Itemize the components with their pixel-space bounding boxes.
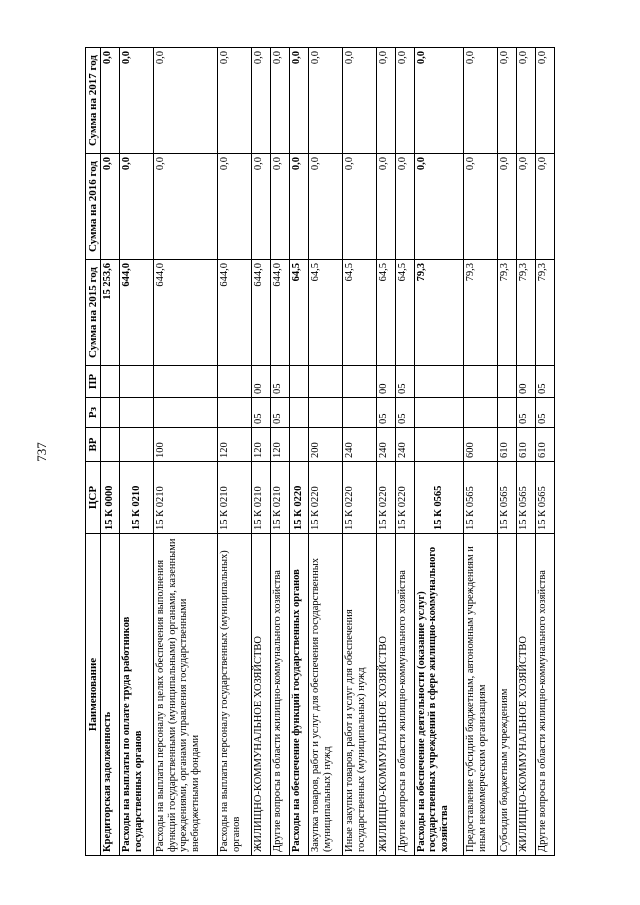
header-sum-2017: Сумма на 2017 год	[86, 48, 101, 154]
table-row	[377, 48, 396, 856]
cell-sum-2015: 644,0	[252, 260, 271, 366]
table-row	[218, 48, 252, 856]
table-row	[395, 48, 414, 856]
cell-csr: 15 К 0210	[218, 462, 252, 534]
cell-sum-2017: 0,0	[414, 48, 463, 154]
cell-name: ЖИЛИЩНО-КОММУНАЛЬНОЕ ХОЗЯЙСТВО	[516, 534, 535, 856]
cell-name: Другие вопросы в области жилищно-коммунального хозяйства	[271, 534, 290, 856]
table-row	[497, 48, 516, 856]
page-number: 737	[34, 442, 49, 462]
table-row	[414, 48, 463, 856]
cell-rz	[101, 398, 120, 428]
cell-sum-2016: 0,0	[395, 154, 414, 260]
cell-sum-2017: 0,0	[120, 48, 154, 154]
cell-csr: 15 К 0565	[535, 462, 554, 534]
cell-vr: 610	[497, 428, 516, 462]
cell-pr: 05	[535, 366, 554, 398]
cell-csr: 15 К 0565	[463, 462, 497, 534]
cell-pr: 00	[252, 366, 271, 398]
table-row	[290, 48, 309, 856]
table-row	[101, 48, 120, 856]
cell-name: Кредиторская задолженность	[101, 534, 120, 856]
cell-vr: 600	[463, 428, 497, 462]
cell-rz	[414, 398, 463, 428]
cell-sum-2016: 0,0	[309, 154, 343, 260]
table-body	[101, 48, 555, 856]
cell-sum-2015: 64,5	[377, 260, 396, 366]
cell-csr: 15 К 0000	[101, 462, 120, 534]
cell-rz	[154, 398, 218, 428]
cell-rz	[218, 398, 252, 428]
cell-rz	[309, 398, 343, 428]
cell-csr: 15 К 0220	[343, 462, 377, 534]
cell-pr	[497, 366, 516, 398]
cell-pr	[414, 366, 463, 398]
cell-vr: 120	[252, 428, 271, 462]
cell-vr: 100	[154, 428, 218, 462]
cell-rz: 05	[535, 398, 554, 428]
cell-sum-2015: 79,3	[414, 260, 463, 366]
cell-sum-2017: 0,0	[271, 48, 290, 154]
cell-sum-2015: 644,0	[120, 260, 154, 366]
cell-sum-2015: 64,5	[309, 260, 343, 366]
header-row	[86, 48, 101, 856]
cell-sum-2016: 0,0	[218, 154, 252, 260]
cell-sum-2015: 64,5	[343, 260, 377, 366]
cell-sum-2015: 644,0	[154, 260, 218, 366]
cell-name: Расходы на выплаты по оплате труда работников государственных органов	[120, 534, 154, 856]
cell-name: ЖИЛИЩНО-КОММУНАЛЬНОЕ ХОЗЯЙСТВО	[252, 534, 271, 856]
cell-sum-2017: 0,0	[309, 48, 343, 154]
cell-name: Предоставление субсидий бюджетным, автономным учреждениям и иным некоммерческим организациям	[463, 534, 497, 856]
cell-sum-2016: 0,0	[414, 154, 463, 260]
cell-csr: 15 К 0565	[497, 462, 516, 534]
cell-vr: 120	[218, 428, 252, 462]
cell-sum-2016: 0,0	[154, 154, 218, 260]
cell-rz	[290, 398, 309, 428]
cell-sum-2015: 79,3	[516, 260, 535, 366]
cell-sum-2017: 0,0	[101, 48, 120, 154]
cell-sum-2016: 0,0	[343, 154, 377, 260]
header-rz: Рз	[86, 398, 101, 428]
cell-sum-2017: 0,0	[395, 48, 414, 154]
cell-csr: 15 К 0210	[271, 462, 290, 534]
cell-sum-2015: 64,5	[290, 260, 309, 366]
cell-rz	[497, 398, 516, 428]
cell-vr: 240	[343, 428, 377, 462]
cell-csr: 15 К 0565	[414, 462, 463, 534]
cell-name: Закупка товаров, работ и услуг для обеспечения государственных (муниципальных) нужд	[309, 534, 343, 856]
cell-csr: 15 К 0210	[120, 462, 154, 534]
cell-pr	[290, 366, 309, 398]
cell-vr: 200	[309, 428, 343, 462]
cell-pr	[343, 366, 377, 398]
cell-sum-2015: 79,3	[463, 260, 497, 366]
table-row	[271, 48, 290, 856]
cell-csr: 15 К 0210	[154, 462, 218, 534]
cell-sum-2017: 0,0	[343, 48, 377, 154]
cell-vr	[414, 428, 463, 462]
table-row	[535, 48, 554, 856]
cell-sum-2015: 644,0	[271, 260, 290, 366]
cell-sum-2015: 79,3	[497, 260, 516, 366]
cell-sum-2016: 0,0	[463, 154, 497, 260]
cell-sum-2016: 0,0	[516, 154, 535, 260]
cell-name: Иные закупки товаров, работ и услуг для обеспечения государственных (муниципальных) нужд	[343, 534, 377, 856]
cell-name: Субсидии бюджетным учреждениям	[497, 534, 516, 856]
cell-name: Другие вопросы в области жилищно-коммунального хозяйства	[395, 534, 414, 856]
cell-sum-2017: 0,0	[252, 48, 271, 154]
cell-rz: 05	[395, 398, 414, 428]
table-row	[343, 48, 377, 856]
cell-sum-2017: 0,0	[290, 48, 309, 154]
header-vr: ВР	[86, 428, 101, 462]
cell-csr: 15 К 0210	[252, 462, 271, 534]
cell-sum-2017: 0,0	[497, 48, 516, 154]
cell-sum-2017: 0,0	[535, 48, 554, 154]
cell-name: Расходы на выплаты персоналу в целях обеспечения выполнения функций государственными (муниципальными) органами, казенными учреждениями, органами управления государственными внебюджетными фондами	[154, 534, 218, 856]
cell-vr	[290, 428, 309, 462]
cell-pr	[218, 366, 252, 398]
header-name: Наименование	[86, 534, 101, 856]
table-row	[120, 48, 154, 856]
table-row	[309, 48, 343, 856]
cell-pr: 05	[271, 366, 290, 398]
cell-sum-2017: 0,0	[463, 48, 497, 154]
table-row	[516, 48, 535, 856]
cell-vr: 120	[271, 428, 290, 462]
cell-vr: 610	[535, 428, 554, 462]
cell-rz: 05	[271, 398, 290, 428]
cell-name: Расходы на обеспечение деятельности (оказание услуг) государственных учреждений в сфере жилищно-коммунального хозяйства	[414, 534, 463, 856]
header-sum-2016: Сумма на 2016 год	[86, 154, 101, 260]
cell-name: Другие вопросы в области жилищно-коммунального хозяйства	[535, 534, 554, 856]
cell-rz	[120, 398, 154, 428]
cell-pr	[101, 366, 120, 398]
cell-csr: 15 К 0565	[516, 462, 535, 534]
cell-sum-2015: 64,5	[395, 260, 414, 366]
cell-sum-2016: 0,0	[120, 154, 154, 260]
cell-csr: 15 К 0220	[290, 462, 309, 534]
cell-vr	[120, 428, 154, 462]
cell-pr: 05	[395, 366, 414, 398]
cell-pr	[120, 366, 154, 398]
cell-sum-2015: 15 253,6	[101, 260, 120, 366]
cell-pr: 00	[377, 366, 396, 398]
cell-name: Расходы на обеспечение функций государственных органов	[290, 534, 309, 856]
cell-vr: 610	[516, 428, 535, 462]
table-row	[154, 48, 218, 856]
header-csr: ЦСР	[86, 462, 101, 534]
cell-vr: 240	[395, 428, 414, 462]
cell-name: Расходы на выплаты персоналу государственных (муниципальных) органов	[218, 534, 252, 856]
budget-table	[85, 47, 555, 856]
cell-sum-2017: 0,0	[154, 48, 218, 154]
cell-sum-2016: 0,0	[252, 154, 271, 260]
header-sum-2015: Сумма на 2015 год	[86, 260, 101, 366]
cell-csr: 15 К 0220	[309, 462, 343, 534]
cell-rz: 05	[516, 398, 535, 428]
budget-table-container	[85, 48, 555, 856]
cell-sum-2017: 0,0	[377, 48, 396, 154]
cell-vr	[101, 428, 120, 462]
cell-sum-2016: 0,0	[535, 154, 554, 260]
cell-pr	[463, 366, 497, 398]
header-pr: ПР	[86, 366, 101, 398]
cell-pr	[309, 366, 343, 398]
cell-rz	[463, 398, 497, 428]
cell-rz: 05	[252, 398, 271, 428]
cell-sum-2015: 644,0	[218, 260, 252, 366]
cell-sum-2016: 0,0	[271, 154, 290, 260]
cell-csr: 15 К 0220	[395, 462, 414, 534]
cell-csr: 15 К 0220	[377, 462, 396, 534]
table-row	[252, 48, 271, 856]
cell-rz	[343, 398, 377, 428]
cell-sum-2017: 0,0	[516, 48, 535, 154]
cell-sum-2017: 0,0	[218, 48, 252, 154]
cell-sum-2016: 0,0	[497, 154, 516, 260]
table-row	[463, 48, 497, 856]
cell-pr	[154, 366, 218, 398]
cell-vr: 240	[377, 428, 396, 462]
cell-sum-2015: 79,3	[535, 260, 554, 366]
cell-sum-2016: 0,0	[290, 154, 309, 260]
cell-sum-2016: 0,0	[101, 154, 120, 260]
cell-sum-2016: 0,0	[377, 154, 396, 260]
cell-rz: 05	[377, 398, 396, 428]
cell-pr: 00	[516, 366, 535, 398]
cell-name: ЖИЛИЩНО-КОММУНАЛЬНОЕ ХОЗЯЙСТВО	[377, 534, 396, 856]
